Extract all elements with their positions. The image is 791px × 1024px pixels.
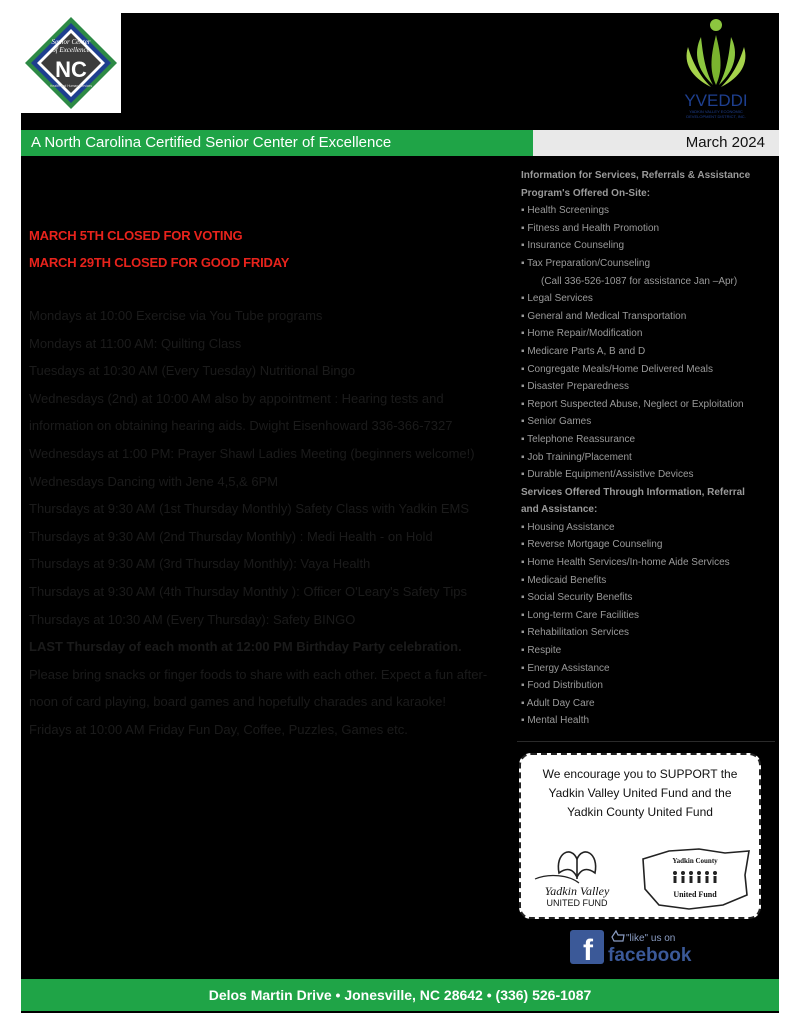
yc-logo-text-1: Yadkin County bbox=[672, 857, 718, 865]
referral-item: ▪ Medicaid Benefits bbox=[521, 572, 766, 590]
birthday-party-item: LAST Thursday of each month at 12:00 PM Birthday Party celebration. bbox=[29, 639, 462, 655]
sidebar-heading: Services Offered Through Information, Referral bbox=[521, 486, 745, 498]
service-item: ▪ Legal Services bbox=[521, 290, 766, 308]
schedule-item: Wednesdays (2nd) at 10:00 AM also by appointment : Hearing tests and bbox=[29, 390, 444, 406]
sidebar-heading: Information for Services, Referrals & Assistance bbox=[521, 170, 751, 181]
schedule-list bbox=[29, 302, 499, 744]
facebook-icon-glyph: f bbox=[583, 934, 593, 967]
sidebar-divider bbox=[517, 741, 775, 742]
yveddi-logo bbox=[661, 15, 771, 125]
facebook-like-badge[interactable] bbox=[570, 927, 700, 967]
service-item: ▪ Disaster Preparedness bbox=[521, 378, 766, 396]
service-item: ▪ Health Screenings bbox=[521, 202, 766, 220]
services-sidebar bbox=[521, 167, 766, 730]
referral-item: ▪ Social Security Benefits bbox=[521, 589, 766, 607]
schedule-item: Wednesdays Dancing with Jene 4,5,& 6PM bbox=[29, 473, 279, 489]
schedule-item: Thursdays at 9:30 AM (1st Thursday Monthly) Safety Class with Yadkin EMS bbox=[29, 501, 470, 517]
support-line: Yadkin County United Fund bbox=[567, 805, 713, 819]
yc-logo-text-2: United Fund bbox=[673, 890, 717, 899]
senior-center-badge bbox=[21, 13, 121, 113]
service-item: ▪ Medicare Parts A, B and D bbox=[521, 343, 766, 361]
schedule-item: information on obtaining hearing aids. Dwight Eisenhoward 336-366-7327 bbox=[29, 418, 453, 434]
schedule-item: Thursdays at 9:30 AM (2nd Thursday Monthly) : Medi Health - on Hold bbox=[29, 528, 433, 544]
yveddi-name: YVEDDI bbox=[684, 91, 748, 110]
referral-item: ▪ Long-term Care Facilities bbox=[521, 607, 766, 625]
yv-logo-text-2: UNITED FUND bbox=[546, 898, 608, 908]
issue-date: March 2024 bbox=[533, 130, 779, 156]
tax-note: (Call 336-526-1087 for assistance Jan –Apr) bbox=[541, 275, 738, 287]
referral-item: ▪ Rehabilitation Services bbox=[521, 624, 766, 642]
senior-center-badge-icon bbox=[23, 15, 119, 111]
sidebar-heading: and Assistance: bbox=[521, 504, 598, 516]
service-item: ▪ Senior Games bbox=[521, 413, 766, 431]
referral-item: ▪ Reverse Mortgage Counseling bbox=[521, 536, 766, 554]
schedule-item: Please bring snacks or finger foods to share with each other. Expect a fun after- bbox=[29, 666, 488, 682]
referral-item: ▪ Adult Day Care bbox=[521, 695, 766, 713]
referral-item: ▪ Mental Health bbox=[521, 712, 766, 730]
yadkin-county-united-fund-logo bbox=[639, 845, 753, 913]
referral-item: ▪ Housing Assistance bbox=[521, 519, 766, 537]
service-item: ▪ Report Suspected Abuse, Neglect or Exploitation bbox=[521, 396, 766, 414]
service-item: ▪ Home Repair/Modification bbox=[521, 325, 766, 343]
thumbs-up-icon bbox=[612, 931, 624, 941]
facebook-like-text: "like" us on bbox=[626, 933, 676, 944]
referral-item: ▪ Home Health Services/In-home Aide Services bbox=[521, 554, 766, 572]
service-item: ▪ Insurance Counseling bbox=[521, 237, 766, 255]
header-bar bbox=[21, 130, 779, 156]
support-message bbox=[521, 765, 759, 822]
yv-logo-text-1: Yadkin Valley bbox=[544, 884, 610, 898]
facebook-wordmark: facebook bbox=[608, 945, 692, 966]
schedule-item: Fridays at 10:00 AM Friday Fun Day, Coffee, Puzzles, Games etc. bbox=[29, 721, 408, 737]
service-item: ▪ Congregate Meals/Home Delivered Meals bbox=[521, 361, 766, 379]
badge-line2: of Excellence bbox=[52, 46, 90, 54]
referral-item: ▪ Energy Assistance bbox=[521, 660, 766, 678]
united-fund-box bbox=[519, 753, 761, 919]
badge-line1: Senior Center bbox=[51, 38, 91, 46]
referral-item: ▪ Respite bbox=[521, 642, 766, 660]
service-item: ▪ Job Training/Placement bbox=[521, 449, 766, 467]
sidebar-heading: Program's Offered On-Site: bbox=[521, 187, 651, 199]
notice-good-friday: MARCH 29TH CLOSED FOR GOOD FRIDAY bbox=[29, 255, 290, 270]
yveddi-subtitle-1: YADKIN VALLEY ECONOMIC bbox=[689, 109, 743, 114]
footer-address: Delos Martin Drive • Jonesville, NC 28642 • (336) 526-1087 bbox=[21, 979, 779, 1011]
schedule-item: Wednesdays at 1:00 PM: Prayer Shawl Ladies Meeting (beginners welcome!) bbox=[29, 445, 475, 461]
service-item: ▪ General and Medical Transportation bbox=[521, 308, 766, 326]
newsletter-page bbox=[21, 13, 779, 1013]
service-item: ▪ Fitness and Health Promotion bbox=[521, 220, 766, 238]
schedule-item: noon of card playing, board games and hopefully charades and karaoke! bbox=[29, 694, 447, 710]
schedule-item: Tuesdays at 10:30 AM (Every Tuesday) Nutritional Bingo bbox=[29, 363, 356, 379]
yadkin-valley-united-fund-logo bbox=[529, 839, 625, 911]
schedule-item: Mondays at 10:00 Exercise via You Tube programs bbox=[29, 308, 323, 323]
notice-voting: MARCH 5TH CLOSED FOR VOTING bbox=[29, 228, 243, 243]
schedule-item: Mondays at 11:00 AM: Quilting Class bbox=[29, 335, 242, 351]
service-item: ▪ Tax Preparation/Counseling bbox=[521, 255, 766, 273]
badge-small: Health and Human Services bbox=[49, 84, 93, 88]
service-item: ▪ Durable Equipment/Assistive Devices bbox=[521, 466, 766, 484]
yveddi-subtitle-2: DEVELOPMENT DISTRICT, INC. bbox=[686, 114, 746, 119]
schedule-item: Thursdays at 10:30 AM (Every Thursday): Safety BINGO bbox=[29, 611, 356, 627]
service-item: ▪ Telephone Reassurance bbox=[521, 431, 766, 449]
support-line: We encourage you to SUPPORT the bbox=[542, 767, 738, 781]
referral-item: ▪ Food Distribution bbox=[521, 677, 766, 695]
support-line: Yadkin Valley United Fund and the bbox=[548, 786, 732, 800]
badge-state: NC bbox=[55, 57, 87, 82]
tagline: A North Carolina Certified Senior Center of Excellence bbox=[21, 130, 533, 156]
schedule-item: Thursdays at 9:30 AM (4th Thursday Monthly ): Officer O'Leary's Safety Tips bbox=[29, 583, 468, 599]
schedule-item: Thursdays at 9:30 AM (3rd Thursday Monthly): Vaya Health bbox=[29, 556, 371, 572]
